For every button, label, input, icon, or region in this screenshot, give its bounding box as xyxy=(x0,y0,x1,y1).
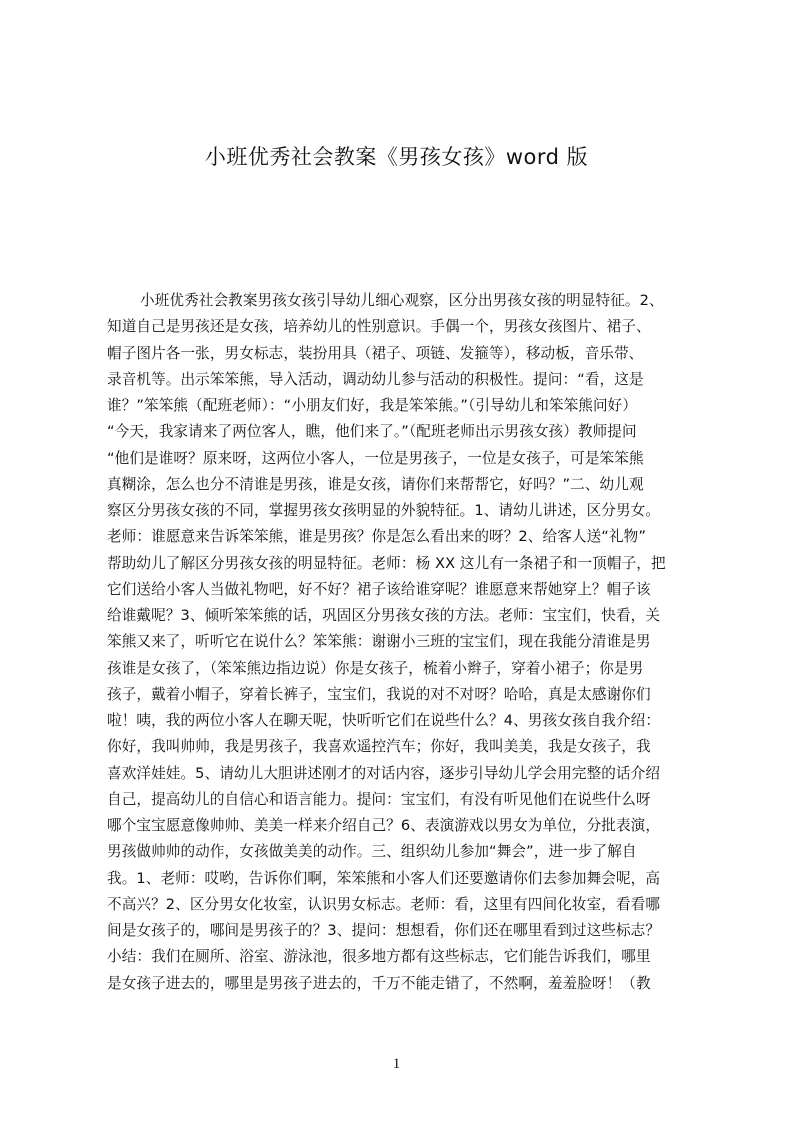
body-line: 喜欢洋娃娃。5、请幼儿大胆讲述刚才的对话内容，逐步引导幼儿学会用完整的话介绍 xyxy=(107,764,661,782)
body-line: 知道自己是男孩还是女孩，培养幼儿的性别意识。手偶一个，男孩女孩图片、裙子、 xyxy=(107,318,651,336)
body-line: 老师：谁愿意来告诉笨笨熊，谁是男孩？你是怎么看出来的呀？2、给客人送“礼物” xyxy=(107,528,646,546)
body-line: 它们送给小客人当做礼物吧，好不好？裙子该给谁穿呢？谁愿意来帮她穿上？帽子该 xyxy=(107,580,651,598)
body-line: 小班优秀社会教案男孩女孩引导幼儿细心观察，区分出男孩女孩的明显特征。2、 xyxy=(140,292,664,309)
body-line: 哪个宝宝愿意像帅帅、美美一样来介绍自己？6、表演游戏以男女为单位，分批表演， xyxy=(107,817,661,834)
document-body xyxy=(107,288,699,1048)
body-line: 啦！咦，我的两位小客人在聊天呢，快听听它们在说些什么？4、男孩女孩自我介绍： xyxy=(107,712,661,729)
body-line: “今天，我家请来了两位客人，瞧，他们来了。”（配班老师出示男孩女孩）教师提问 xyxy=(107,423,637,441)
body-line: 孩谁是女孩了，（笨笨熊边指边说）你是女孩子，梳着小辫子，穿着小裙子；你是男 xyxy=(107,659,644,677)
body-line: 不高兴？2、区分男女化妆室，认识男女标志。老师：看，这里有四间化妆室，看看哪 xyxy=(107,895,661,913)
body-line: 真糊涂，怎么也分不清谁是男孩，谁是女孩，请你们来帮帮它，好吗？”二、幼儿观 xyxy=(107,475,644,493)
body-line: 帽子图片各一张，男女标志，装扮用具（裙子、项链、发箍等），移动板，音乐带、 xyxy=(107,344,644,362)
body-line: 自己，提高幼儿的自信心和语言能力。提问：宝宝们，有没有听见他们在说些什么呀 xyxy=(107,790,651,808)
body-line: 谁？”笨笨熊（配班老师）：“小朋友们好，我是笨笨熊。”（引导幼儿和笨笨熊问好） xyxy=(107,397,638,414)
body-line: 帮助幼儿了解区分男孩女孩的明显特征。老师：杨 XX 这儿有一条裙子和一顶帽子，把 xyxy=(107,554,666,572)
body-line: 录音机等。出示笨笨熊，导入活动，调动幼儿参与活动的积极性。提问：“看，这是 xyxy=(107,370,644,388)
body-line: 是女孩子进去的，哪里是男孩子进去的，千万不能走错了，不然啊，羞羞脸呀！（教 xyxy=(107,974,651,992)
body-line: 你好，我叫帅帅，我是男孩子，我喜欢遥控汽车；你好，我叫美美，我是女孩子，我 xyxy=(107,738,651,756)
body-line: 察区分男孩女孩的不同，掌握男孩女孩明显的外貌特征。1、请幼儿讲述，区分男女。 xyxy=(107,502,661,519)
body-line: 孩子，戴着小帽子，穿着长裤子，宝宝们，我说的对不对呀？哈哈，真是太感谢你们 xyxy=(107,685,651,703)
body-line: “他们是谁呀？原来呀，这两位小客人，一位是男孩子，一位是女孩子，可是笨笨熊 xyxy=(107,449,644,467)
body-line: 给谁戴呢？3、倾听笨笨熊的话，巩固区分男孩女孩的方法。老师：宝宝们，快看，关 xyxy=(107,607,661,624)
body-line: 我。1、老师：哎哟，告诉你们啊，笨笨熊和小客人们还要邀请你们去参加舞会呢，高 xyxy=(107,869,661,887)
body-line: 男孩做帅帅的动作，女孩做美美的动作。三、组织幼儿参加“舞会”，进一步了解自 xyxy=(107,843,637,861)
body-line: 笨熊又来了，听听它在说什么？笨笨熊：谢谢小三班的宝宝们，现在我能分清谁是男 xyxy=(107,633,651,651)
page-number: 1 xyxy=(392,1056,401,1072)
document-title: 小班优秀社会教案《男孩女孩》word 版 xyxy=(204,145,589,169)
body-line: 小结：我们在厕所、浴室、游泳池，很多地方都有这些标志，它们能告诉我们，哪里 xyxy=(107,948,651,966)
body-line: 间是女孩子的，哪间是男孩子的？3、提问：想想看，你们还在哪里看到过这些标志？ xyxy=(107,922,661,939)
